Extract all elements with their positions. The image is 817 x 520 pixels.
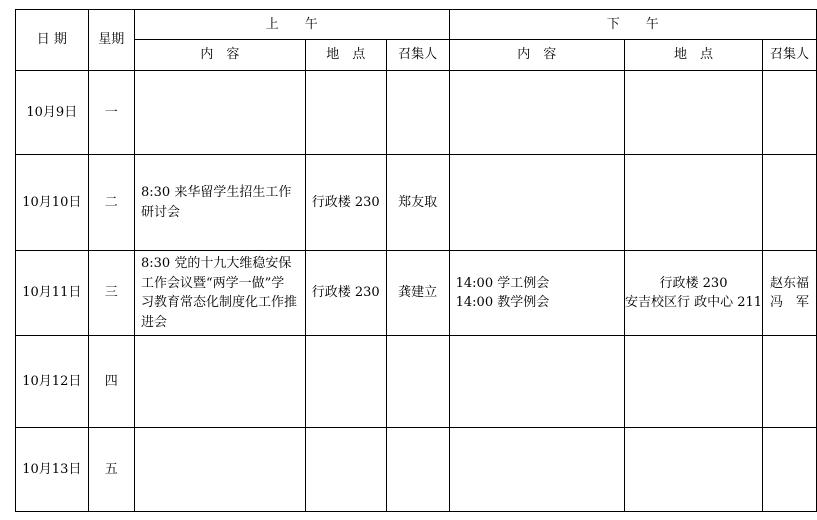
pm-convener-cell	[763, 336, 817, 428]
pm-location-cell	[624, 428, 762, 512]
pm-location-cell	[624, 71, 762, 155]
am-location-cell: 行政楼 230	[305, 251, 386, 336]
header-pm-content: 内 容	[449, 40, 624, 71]
am-convener-cell	[386, 336, 449, 428]
am-content-cell	[135, 428, 306, 512]
row-date: 10月13日	[16, 428, 89, 512]
row-weekday: 四	[88, 336, 134, 428]
pm-content-cell	[449, 336, 624, 428]
header-row-top	[16, 10, 817, 40]
header-am-convener: 召集人	[386, 40, 449, 71]
am-content-cell: 8:30 党的十九大维稳安保 工作会议暨“两学一做”学 习教育常态化制度化工作推 进会	[135, 251, 306, 336]
weekly-schedule-table	[15, 9, 817, 512]
pm-location-cell	[624, 155, 762, 251]
pm-location-cell	[624, 251, 762, 336]
table-row	[16, 155, 817, 251]
row-weekday: 一	[88, 71, 134, 155]
am-convener-cell	[386, 71, 449, 155]
row-weekday: 二	[88, 155, 134, 251]
am-convener-cell	[386, 428, 449, 512]
row-date: 10月9日	[16, 71, 89, 155]
pm-convener-line: 赵东福	[770, 275, 810, 291]
pm-convener-cell	[763, 251, 817, 336]
row-date: 10月10日	[16, 155, 89, 251]
pm-content-cell	[449, 71, 624, 155]
pm-convener-cell	[763, 428, 817, 512]
am-convener-cell: 龚建立	[386, 251, 449, 336]
row-weekday: 五	[88, 428, 134, 512]
pm-location-line: 安吉校区行 政中心 211	[624, 295, 763, 310]
pm-convener-cell	[763, 71, 817, 155]
am-content-cell: 8:30 来华留学生招生工作 研讨会	[135, 155, 306, 251]
header-morning: 上 午	[135, 10, 450, 40]
pm-content-cell	[449, 251, 624, 336]
row-weekday: 三	[88, 251, 134, 336]
am-location-cell	[305, 428, 386, 512]
table-row	[16, 336, 817, 428]
pm-location-cell	[624, 336, 762, 428]
table-row	[16, 251, 817, 336]
table-row	[16, 71, 817, 155]
header-pm-location: 地 点	[624, 40, 762, 71]
row-date: 10月11日	[16, 251, 89, 336]
am-location-cell	[305, 71, 386, 155]
am-location-cell: 行政楼 230	[305, 155, 386, 251]
header-afternoon: 下 午	[449, 10, 816, 40]
pm-convener-cell	[763, 155, 817, 251]
pm-content-line: 14:00 学工例会	[455, 275, 550, 291]
header-date: 日 期	[16, 10, 89, 71]
am-content-cell	[135, 336, 306, 428]
table-row	[16, 428, 817, 512]
am-content-cell	[135, 71, 306, 155]
am-convener-cell: 郑友取	[386, 155, 449, 251]
pm-location-line: 行政楼 230	[659, 275, 728, 291]
header-am-location: 地 点	[305, 40, 386, 71]
pm-convener-line: 冯 军	[770, 295, 810, 310]
header-pm-convener: 召集人	[763, 40, 817, 71]
header-row-sub	[16, 40, 817, 71]
pm-content-cell	[449, 155, 624, 251]
pm-content-cell	[449, 428, 624, 512]
pm-content-line: 14:00 教学例会	[455, 295, 550, 310]
header-weekday: 星期	[88, 10, 134, 71]
am-location-cell	[305, 336, 386, 428]
row-date: 10月12日	[16, 336, 89, 428]
header-am-content: 内 容	[135, 40, 306, 71]
